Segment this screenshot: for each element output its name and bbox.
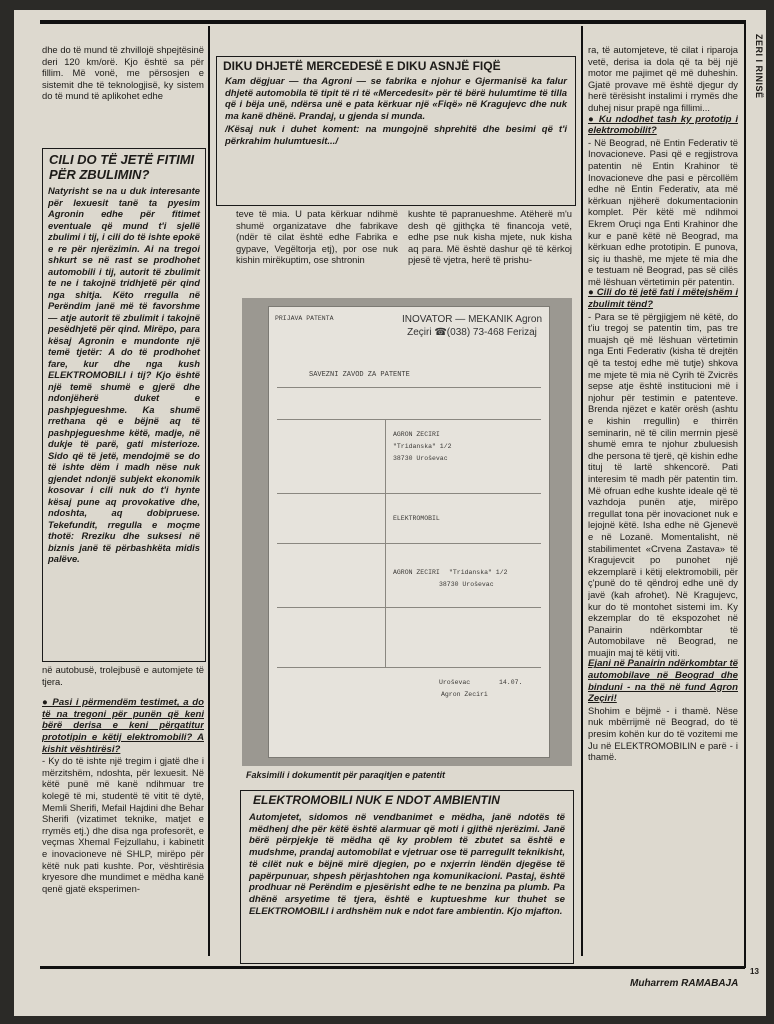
inventor-stamp: INOVATOR — MEKANIK Agron Zeçiri ☎(038) 73-468 Ferizaj [401, 314, 543, 338]
column-divider [581, 26, 583, 956]
column-4-answer-1: - Në Beograd, në Entin Federativ të Inovacioneve. Pasi që e regjistrova patentin në Entin Krahinor të Inovacioneve dhe pasi e përcollëm edhe në Entin Federativ, ata më kërkuan njëherë dokumentacionin komplet. Për këtë më ndihmoi Ekrem Oruçi nga Enti Krahinor dhe kur e panë këtë në Beograd, ma kërkuan edhe prototipin. E punova, siç iu thashë, me mjete të mia dhe e testuam në Beograd, pas së cilës më lëshuan vërtetimin për patentin. [588, 136, 738, 287]
question-prototipi: ● Ku ndodhet tash ky prototip i elektromobilit? [588, 113, 738, 137]
bottom-rule [40, 966, 745, 969]
column-divider [208, 26, 210, 956]
box-mercedese [216, 56, 576, 206]
doc-applicant-address: "Tridanska" 1/2 [393, 443, 452, 450]
doc-agent-name: AGRON ZECIRI [393, 569, 440, 576]
column-3-paragraph: kushte të papranueshme. Atëherë m'u desh që gjithçka të financoja vetë, edhe pse nuk kisha mjete, nuk kisha aq para. Më është dashur që të kërkoj pjesë të vjetra, herë të prishu- [408, 208, 572, 266]
box-ambienti-text: Automjetet, sidomos në vendbanimet e mëdha, janë ndotës të mëdhenj dhe për këtë është alarmuar që moti i gjithë njerëzimi. Janë bërë përpjekje të mëdha që ky problem të zbutet sa është e mudshme, prandaj automobilat e vjetruar ose të parregullt teknikisht, të cilët nuk e bëjnë mirë djegien, po e nxjerrin lëndën djegëse të papërpunuar, shpesh përjashtohen nga komunikacioni. Pastaj, është prodhuar në Perëndim e pjesërisht edhe te ne benzina pa plumb. Pa dhënë arsyetime të tjera, është e kuptueshme kur thuhet se ELEKTROMOBILI i ardhshëm nuk e ndot fare ambientin. Kjo mjafton. [249, 812, 565, 917]
column-1-top-text: dhe do të mund të zhvillojë shpejtësinë deri 120 km/orë. Kjo është sa për fillim. Më vonë, me përsosjen e sistemit dhe të teknologjisë, ky sistem do të mund të aplikohet edhe [42, 44, 204, 102]
box-ambienti [240, 790, 574, 964]
page-number: 13 [750, 967, 759, 976]
facsimile-caption: Faksimili i dokumentit për paraqitjen e patentit [246, 770, 446, 780]
question-testimet: ● Pasi i përmendëm testimet, a do të na tregoni për punën që keni bërë derisa e keni përgatitur prototipin e këtij elektromobili? A kishit vështirësi? [42, 697, 204, 755]
box-mercedese-quote: /Kësaj nuk i duhet koment: na mungojnë shprehitë dhe besimi që t'i përkrahim hulumtuesit.../ [225, 124, 567, 147]
box-mercedese-text: Kam dëgjuar — tha Agroni — se fabrika e njohur e Gjermanisë ka falur dhjetë automobila të tipit të ri të «Mercedesit» për të bërë hulumtime të tilla që i bëja unë, ndërsa unë e pata kërkuar një «Fiqë» në Kragujevc dhe nuk ma kanë dhënë. Prandaj, u gjenda si munda. [225, 76, 567, 122]
section-label: ZERI I RINISË [754, 34, 764, 99]
column-4-answer-2: - Para se të përgjigjem në këtë, do t'iu tregoj se patentin tim, pas tre muajsh që më lëshuan vërtetimin nga Enti Federativ (kisha të drejtën që ta testoj edhe më tutje) shkova me mjete të mia në Cyrih të Zvicrës sepse atje është institucioni më i njohur për testimin e patenteve. Brenda njëzet e katër orësh (ashtu e kishin rregullin) e thirrën seminarin, në të cilin merrnin pjesë shumë emra te njohur zbuluesish dhe persona të tjerë, që kishin edhe tituj të lartë shkencorë. Pati interesim të madh për patentin tim. Më ofruan edhe kushte ideale që të vazhdoja punën atje, mirëpo rregullat tona për inovacionet nuk e lejojnë këtë. Isha edhe në Gjenevë e në Lozanë. Momentalisht, në stabilimentet «Crvena Zastava» të Kragujevcit po punohet një ekzemplarë i këtij elektromobili, për ç'punë do të qëndroj edhe unë dy javë (kah afrohet). Në Kragujevc, kur do të montohet sistemi im. Ky ekzemplar do të ekspozohet në Panairin ndërkombtar të Automobilave në Beograd, ne muajin maj të këtij viti. [588, 310, 738, 658]
column-2-paragraph: teve të mia. U pata kërkuar ndihmë shumë organizatave dhe fabrikave (ndër të cilat është edhe Fabrika e gypave, Vegëltorja etj), por ose nuk kishin mirëkuptim, ose shtronin [236, 208, 398, 266]
column-4-answer-3: Shohim e bëjmë - i thamë. Nëse nuk mbërrijmë në Beograd, do të presim kohën kur do të vozitemi me Ju në ELEKTROMOBILIN e parë - i thamë. [588, 704, 738, 763]
box-ambienti-body [241, 810, 573, 954]
doc-header: SAVEZNI ZAVOD ZA PATENTE [309, 371, 410, 379]
column-4-top-text: ra, të automjeteve, të cilat i riparoja vetë, derisa ia dola që ta bëj një motor me pajimet që më duheshin. Gjatë provave më është djegur dy herë tërësisht instalimi i rrymës dhe duhej nisur prapë nga fillimi... [588, 44, 738, 113]
author-signature: Muharrem RAMABAJA [630, 978, 739, 989]
doc-invention-title: ELEKTROMOBIL [393, 515, 440, 522]
doc-sign-date: 14.07. [499, 679, 523, 686]
doc-applicant-city: 38730 Uroševac [393, 455, 448, 462]
box-mercedese-title: DIKU DHJETË MERCEDESË E DIKU ASNJË FIQË [223, 59, 501, 73]
closing-quote: Ejani në Panairin ndërkombtar të automobilave në Beograd dhe binduni - na thë në fund Agron Zeçiri! [588, 658, 738, 705]
question-fati: ● Cili do të jetë fati i mëtejshëm i zbulimit tënd? [588, 287, 738, 311]
box-fitimi-title: CILI DO TË JETË FITIMI PËR ZBULIMIN? [49, 152, 195, 182]
top-rule [40, 20, 745, 24]
column-4 [588, 44, 738, 964]
patent-facsimile [242, 298, 572, 766]
column-1-top [42, 44, 204, 148]
column-2-text [236, 208, 398, 294]
column-1-bottom [42, 664, 204, 964]
patent-document [268, 306, 550, 758]
doc-sign-city: Uroševac [439, 679, 471, 686]
doc-sign-name: Agron Zeciri [441, 691, 488, 698]
column-1-bottom-text: - Ky do të ishte një tregim i gjatë dhe i mërzitshëm, ndoshta, për lexuesit. Në këtë punë më kanë ndihmuar tre kolegë të mi, studentë të vitit të dytë, Memli Sherifi, Mefail Hajdini dhe Behar Sherifi (vizatimet teknike, matjet e rrymës etj.) dhe disa nga profesorët, e veçmas Xhemal Fejzullahu, i kabinetit e inovacioneve në SHLP, mirëpo për këtë nuk pati kushte. Por, vështirësia kryesore dhe mundimet e mëdha kanë qenë gjatë eksperimen- [42, 755, 204, 894]
box-mercedese-body [217, 76, 575, 186]
doc-agent-address: "Tridanska" 1/2 [449, 569, 508, 576]
doc-top-left: PRIJAVA PATENTA [275, 315, 334, 322]
column-3-text [408, 208, 572, 294]
doc-applicant-name: AGRON ZECIRI [393, 431, 440, 438]
newspaper-page [14, 10, 766, 1016]
column-1-mid-text: në autobusë, trolejbusë e automjete të tjera. [42, 664, 204, 687]
box-ambienti-title: ELEKTROMOBILI NUK E NDOT AMBIENTIN [253, 793, 500, 807]
doc-agent-city: 38730 Uroševac [439, 581, 494, 588]
right-border [744, 20, 746, 968]
box-fitimi-body [43, 185, 205, 645]
box-fitimi [42, 148, 206, 662]
box-fitimi-text: Natyrisht se na u duk interesante për lexuesit tanë ta pyesim Agronin edhe për fitimet eventuale që mund t'i sjellë zbulimi i tij, i cili do të ishte epokë e re për njerëzimin. Ai na tregoi shkurt se në rast se prodhohet automobili i tij, autorit të zbulimit te ne i takojnë tridhjetë për qind nga shitja. Këto rregulla në Perëndim janë më të favorshme — atje autorit të zbulimit i takojnë pesëdhjetë për qind. Mirëpo, para kësaj Agronin e mundonte një temë tjetër: A do të prodhohet fare, kur dhe nga kush ELEKTROMOBILI i tij? Kjo është një temë shumë e gjerë dhe ndonjëherë duket e pashpjegueshme. Ka shumë rrethana që e bëjnë aq të pashpjegueshme këtë, madje, në dukje të parë, gati misterioze. Sido që të jetë, mendojmë se do të ishte dëm i madh nëse nuk gjendet ndonjë subjekt ekonomik kosovar i cili nuk do t'i hynte kësaj pune aq provokative dhe, ndoshta, aq dobipruese. Tekefundit, rregulla e moçme thotë: Rreziku dhe suksesi në biznis janë të përbashkëta midis palëve. [48, 185, 200, 564]
